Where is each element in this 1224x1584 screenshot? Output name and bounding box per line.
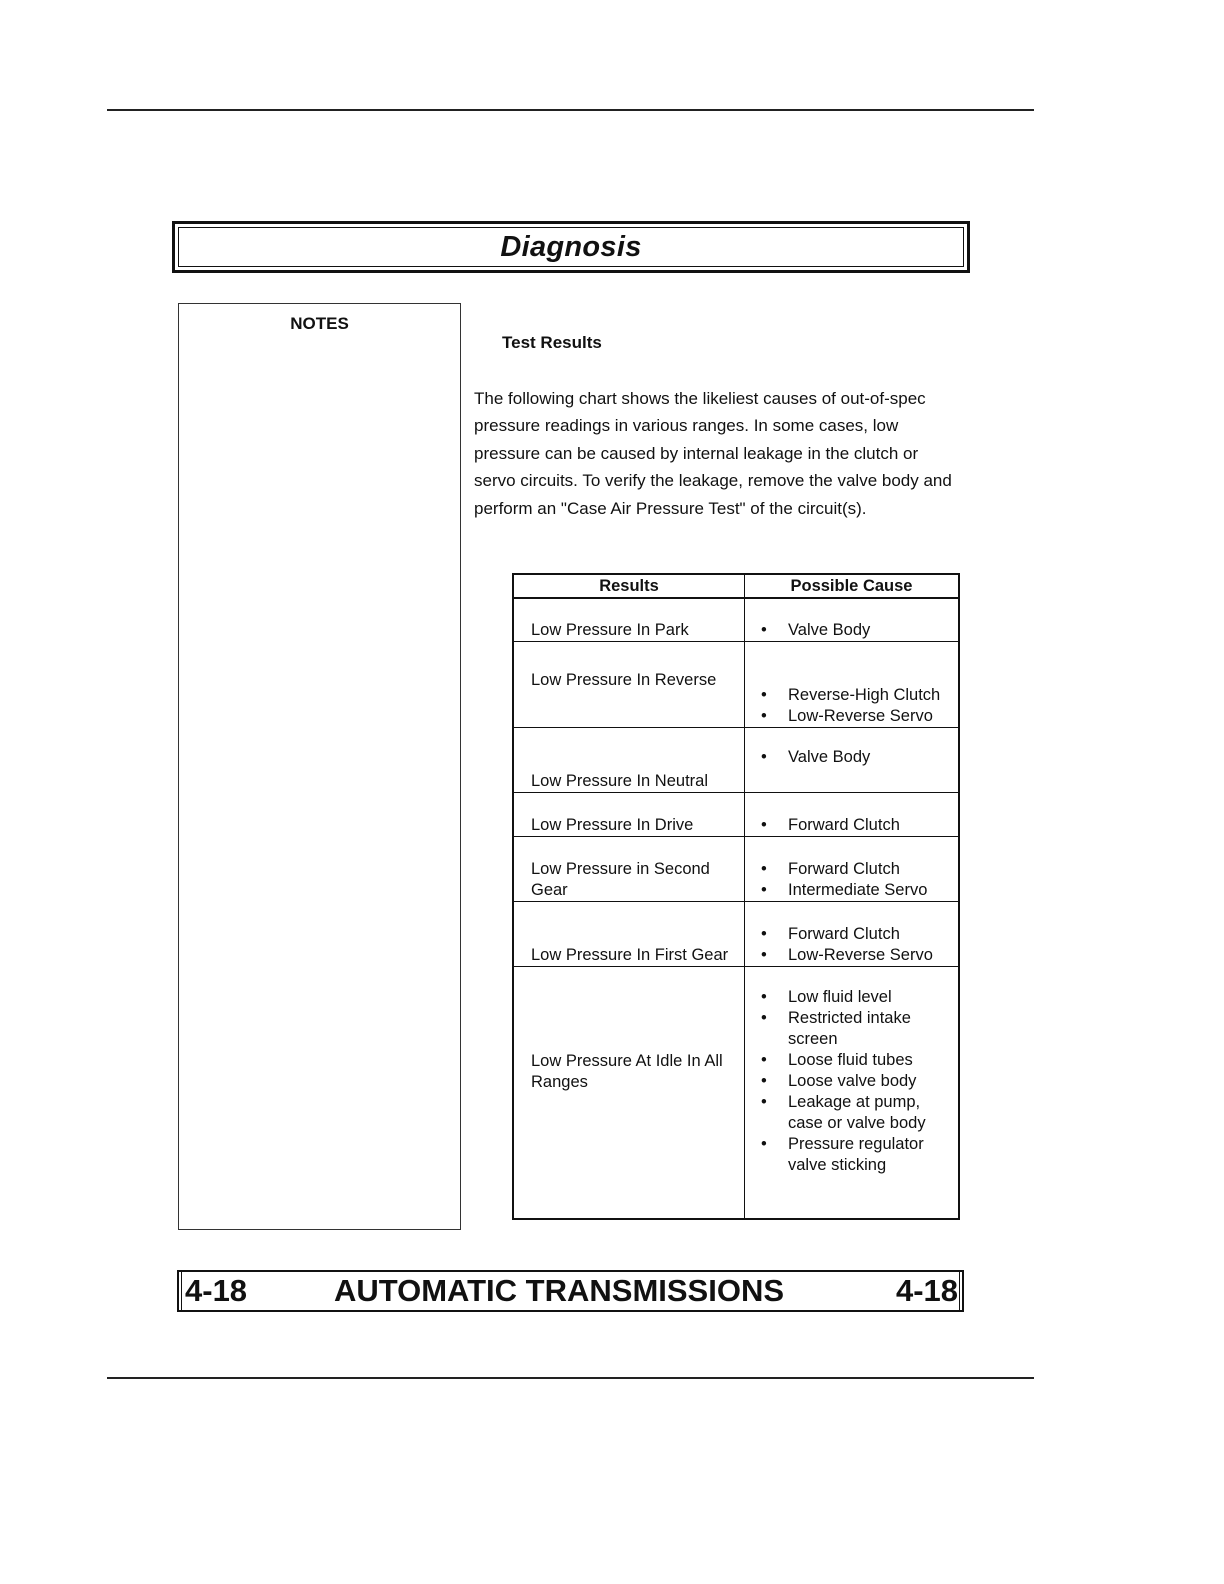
table-row	[513, 641, 959, 727]
cause-item: • Leakage at pump, case or valve body	[759, 1092, 952, 1134]
cause-list	[759, 815, 952, 836]
table-row	[513, 792, 959, 836]
result-cell	[513, 966, 745, 1219]
title-banner	[172, 221, 970, 273]
cause-cell	[745, 641, 960, 727]
cause-item: • Reverse-High Clutch	[759, 685, 952, 706]
result-text: Low Pressure In Drive	[531, 815, 694, 834]
cause-cell	[745, 598, 960, 641]
table-row	[513, 598, 959, 641]
cause-cell	[745, 792, 960, 836]
result-cell	[513, 792, 745, 836]
cause-cell	[745, 836, 960, 901]
cause-item: • Forward Clutch	[759, 924, 952, 945]
results-column-header: Results	[513, 574, 745, 598]
result-text: Low Pressure in Second Gear	[531, 859, 710, 899]
result-text: Low Pressure At Idle In All Ranges	[531, 1052, 723, 1092]
cause-cell	[745, 966, 960, 1219]
cause-list	[759, 620, 952, 641]
result-cell	[513, 641, 745, 727]
result-cell	[513, 727, 745, 792]
result-cell	[513, 836, 745, 901]
chapter-title: AUTOMATIC TRANSMISSIONS	[333, 1273, 785, 1308]
footer-banner-inner	[181, 1272, 960, 1310]
result-text: Low Pressure In First Gear	[531, 945, 729, 964]
result-cell	[513, 598, 745, 641]
cause-item: • Pressure regulator valve sticking	[759, 1134, 952, 1176]
cause-cell	[745, 727, 960, 792]
footer-banner	[177, 1270, 964, 1312]
cause-item: • Restricted intake screen	[759, 1008, 952, 1050]
cause-item: • Loose fluid tubes	[759, 1050, 952, 1071]
pressure-results-table	[512, 573, 960, 1220]
cause-item: • Valve Body	[759, 747, 952, 768]
cause-item: • Intermediate Servo	[759, 880, 952, 901]
result-text: Low Pressure In Reverse	[531, 670, 717, 689]
cause-column-header: Possible Cause	[745, 574, 960, 598]
cause-list	[759, 747, 952, 768]
cause-item: • Low fluid level	[759, 987, 952, 1008]
cause-item: • Forward Clutch	[759, 815, 952, 836]
cause-item: • Forward Clutch	[759, 859, 952, 880]
cause-list	[759, 685, 952, 727]
result-text: Low Pressure In Neutral	[531, 771, 708, 790]
cause-item: • Valve Body	[759, 620, 952, 641]
intro-paragraph: The following chart shows the likeliest causes of out-of-spec pressure readings in various ranges. In some cases, low pressure can be caused by internal leakage in the clutch or servo circuits. To verify the leakage, remove the valve body and perform an "Case Air Pressure Test" of the circuit(s).	[474, 389, 952, 518]
result-cell	[513, 901, 745, 966]
cause-list	[759, 859, 952, 901]
table-row	[513, 727, 959, 792]
cause-list	[759, 924, 952, 966]
table-header-row	[513, 574, 959, 598]
bottom-rule	[107, 1377, 1034, 1379]
cause-item: • Low-Reverse Servo	[759, 706, 952, 727]
cause-list	[759, 987, 952, 1176]
title-banner-inner	[178, 227, 964, 267]
result-text: Low Pressure In Park	[531, 620, 689, 639]
section-heading: Test Results	[502, 333, 602, 352]
table-row	[513, 836, 959, 901]
page-number-left: 4-18	[185, 1273, 248, 1308]
cause-item: • Low-Reverse Servo	[759, 945, 952, 966]
table-row	[513, 901, 959, 966]
page-number-right: 4-18	[895, 1273, 958, 1308]
page-title: Diagnosis	[500, 230, 642, 263]
cause-cell	[745, 901, 960, 966]
table-row	[513, 966, 959, 1219]
notes-title: NOTES	[290, 314, 349, 333]
notes-panel	[178, 303, 461, 1230]
top-rule	[107, 109, 1034, 111]
cause-item: • Loose valve body	[759, 1071, 952, 1092]
